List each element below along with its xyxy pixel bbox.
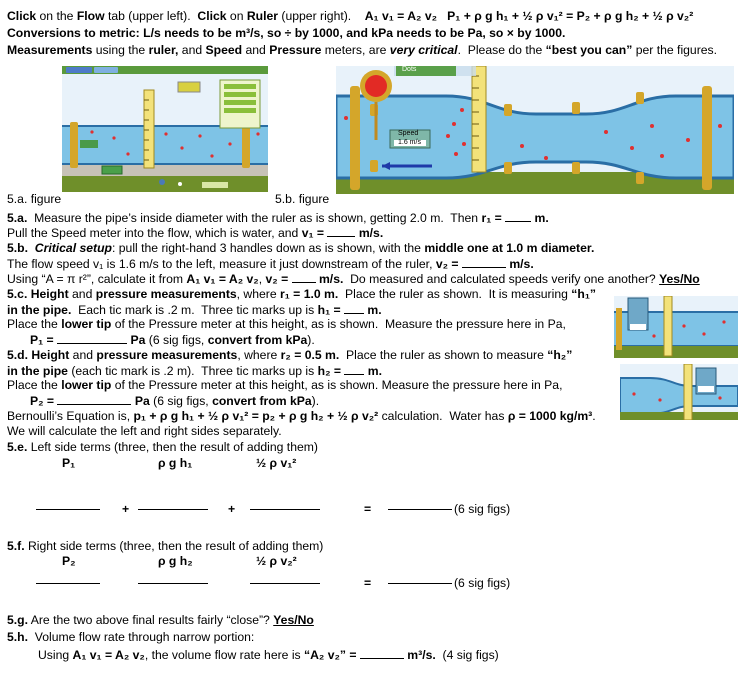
plus-sign: + [228, 502, 236, 516]
section-5c-line-1: 5.c. Height and pressure measurements, where r₁ = 1.0 m. Place the ruler as shown. It is measuring “h₁” [7, 287, 596, 301]
section-5d-line-4: P₂ = Pa (6 sig figs, convert from kPa). [30, 394, 320, 408]
section-5b-line-2: The flow speed v₁ is 1.6 m/s to the left, measure it just downstream of the ruler, v₂ = m/s. [7, 257, 534, 271]
section-5b-line-3: Using “A = π r²”, calculate it from A₁ v₁ = A₂ v₂, v₂ = m/s. Do measured and calculated speeds verify one another? Yes/No [7, 272, 700, 286]
answer-line-p1[interactable] [36, 508, 100, 510]
yes-no-answer-5b[interactable]: Yes/No [659, 272, 700, 286]
figure-5b-speed-value: 1.6 m/s [398, 139, 421, 146]
term-halfrhov2-label: ½ ρ v₂² [256, 554, 297, 568]
answer-line-rhogh1[interactable] [138, 508, 208, 510]
section-5d-line-2: in the pipe (each tic mark is .2 m). Three tic marks up is h₂ = m. [7, 364, 383, 378]
answer-line-p2[interactable] [36, 582, 100, 584]
section-5c-line-2: in the pipe. Each tic mark is .2 m. Three tic marks up is h₁ = m. [7, 303, 382, 317]
answer-line-halfrhov1[interactable] [250, 508, 320, 510]
section-5d-line-1: 5.d. Height and pressure measurements, where r₂ = 0.5 m. Place the ruler as shown to measure “h₂” [7, 348, 573, 362]
section-5h-line-2: Using A₁ v₁ = A₂ v₂, the volume flow rate here is “A₂ v₂” = m³/s. (4 sig figs) [38, 648, 499, 662]
figure-5b-speed-label: Speed [398, 130, 419, 137]
section-5h-line-1: 5.h. Volume flow rate through narrow portion: [7, 630, 255, 644]
figure-5a [62, 66, 268, 192]
section-5g-line: 5.g. Are the two above final results fairly “close”? Yes/No [7, 613, 314, 627]
bernoulli-line-2: We will calculate the left and right sides separately. [7, 424, 282, 438]
section-5e-heading: 5.e. Left side terms (three, then the result of adding them) [7, 440, 318, 454]
section-5b-line-1: 5.b. Critical setup: pull the right-hand 3 handles down as is shown, with the middle one at 1.0 m diameter. [7, 241, 595, 255]
figure-5c [614, 296, 738, 358]
figure-5b-dots-label: Dots [402, 66, 417, 73]
term-rhogh2-label: ρ g h₂ [158, 554, 193, 568]
answer-line-halfrhov2[interactable] [250, 582, 320, 584]
section-5f-heading: 5.f. Right side terms (three, then the result of adding them) [7, 539, 324, 553]
sig-figs-note: (6 sig figs) [454, 576, 511, 590]
header-line-1: Click on the Flow tab (upper left). Click on Ruler (upper right). A₁ v₁ = A₂ v₂ P₁ + ρ g h₁ + ½ ρ v₁² = P₂ + ρ g h₂ + ½ ρ v₂² [7, 9, 694, 23]
section-5a-line-2: Pull the Speed meter into the flow, which is water, and v₁ = m/s. [7, 226, 384, 240]
section-5a-line-1: 5.a. Measure the pipe’s inside diameter with the ruler as is shown, getting 2.0 m. Then r₁ = m. [7, 211, 549, 225]
figure-5b-caption: 5.b. figure [275, 192, 330, 206]
answer-line-left-sum[interactable] [388, 508, 452, 510]
term-rhogh1-label: ρ g h₁ [158, 456, 193, 470]
figure-5b [336, 66, 734, 194]
term-halfrhov1-label: ½ ρ v₁² [256, 456, 297, 470]
section-5d-line-3: Place the lower tip of the Pressure meter at this height, as is shown. Measure the pressure here in Pa, [7, 378, 563, 392]
figure-5d [620, 364, 738, 420]
sig-figs-note: (6 sig figs) [454, 502, 511, 516]
section-5c-line-3: Place the lower tip of the Pressure meter at this height, as is shown. Measure the pressure here in Pa, [7, 317, 566, 331]
answer-line-rhogh2[interactable] [138, 582, 208, 584]
term-p2-label: P₂ [62, 554, 76, 568]
bernoulli-line-1: Bernoulli’s Equation is, p₁ + ρ g h₁ + ½ ρ v₁² = p₂ + ρ g h₂ + ½ ρ v₂² calculation. Water has ρ = 1000 kg/m³. [7, 409, 596, 423]
equals-sign: = [364, 576, 372, 590]
section-5c-line-4: P₁ = Pa (6 sig figs, convert from kPa). [30, 333, 315, 347]
equals-sign: = [364, 502, 372, 516]
yes-no-answer-5g[interactable]: Yes/No [273, 613, 314, 627]
plus-sign: + [122, 502, 130, 516]
header-line-2: Conversions to metric: L/s needs to be m³/s, so ÷ by 1000, and kPa needs to be Pa, so × by 1000. [7, 26, 566, 40]
figure-5a-caption: 5.a. figure [7, 192, 62, 206]
answer-line-right-sum[interactable] [388, 582, 452, 584]
term-p1-label: P₁ [62, 456, 76, 470]
header-line-3: Measurements using the ruler, and Speed and Pressure meters, are very critical. Please do the “best you can” per the figures. [7, 43, 718, 57]
